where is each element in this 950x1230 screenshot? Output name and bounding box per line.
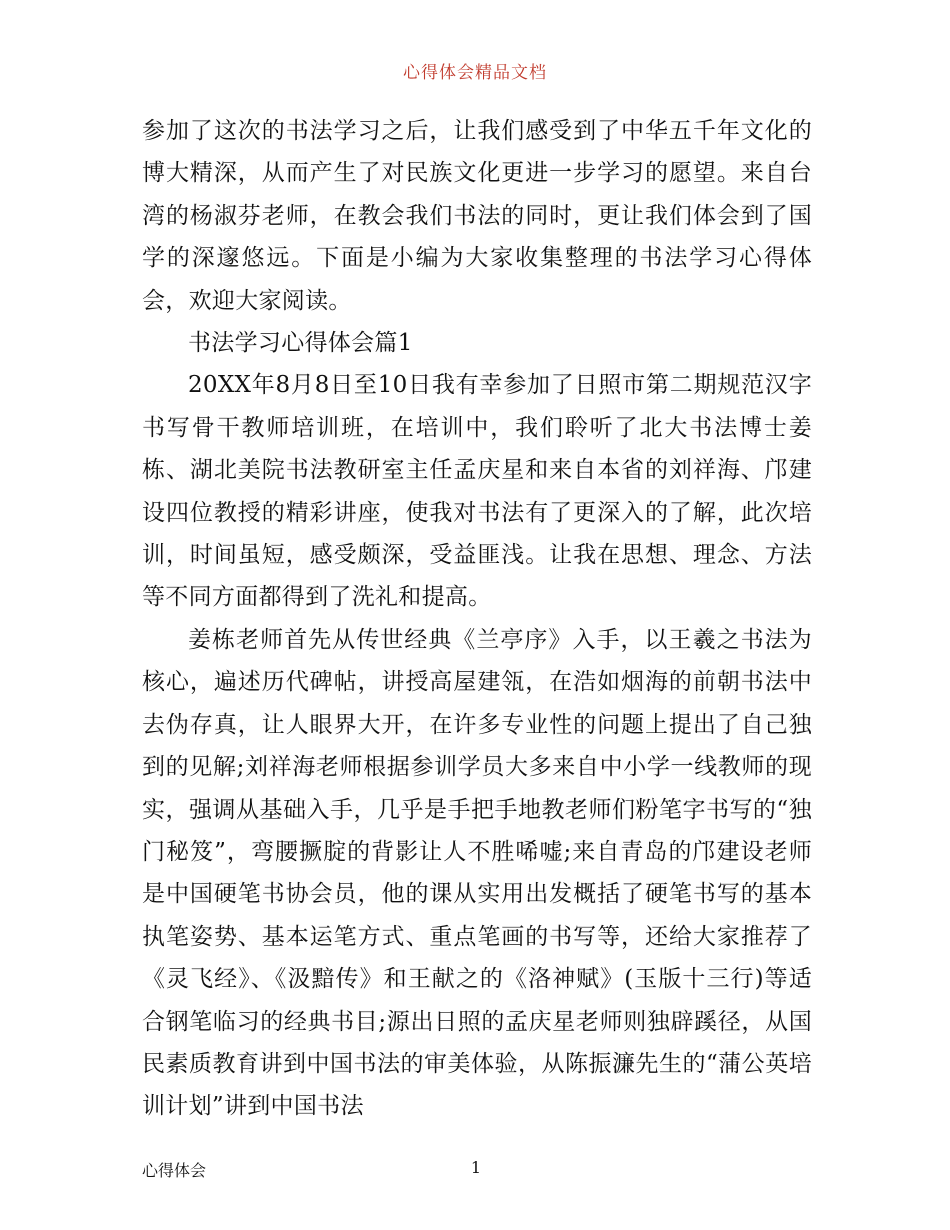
intro-paragraph: 参加了这次的书法学习之后，让我们感受到了中华五千年文化的博大精深，从而产生了对民族文化更进一步学习的愿望。来自台湾的杨淑芬老师，在教会我们书法的同时，更让我们体会到了国学的深邃悠远。下面是小编为大家收集整理的书法学习心得体会，欢迎大家阅读。 [142,118,812,314]
body-paragraph-1: 20XX年8月8日至10日我有幸参加了日照市第二期规范汉字书写骨干教师培训班，在培训中，我们聆听了北大书法博士姜栋、湖北美院书法教研室主任孟庆星和来自本省的刘祥海、邝建设四位教授的精彩讲座，使我对书法有了更深入的了解，此次培训，时间虽短，感受颇深，受益匪浅。让我在思想、理念、方法等不同方面都得到了洗礼和提高。 [142,372,812,611]
body-paragraph-2: 姜栋老师首先从传世经典《兰亭序》入手，以王羲之书法为核心，遍述历代碑帖，讲授高屋建瓴，在浩如烟海的前朝书法中去伪存真，让人眼界大开，在许多专业性的问题上提出了自己独到的见解;刘祥海老师根据参训学员大多来自中小学一线教师的现实，强调从基础入手，几乎是手把手地教老师们粉笔字书写的“独门秘笈”，弯腰撅腚的背影让人不胜唏嘘;来自青岛的邝建设老师是中国硬笔书协会员，他的课从实用出发概括了硬笔书写的基本执笔姿势、基本运笔方式、重点笔画的书写等，还给大家推荐了《灵飞经》、《汲黯传》和王献之的《洛神赋》(玉版十三行)等适合钢笔临习的经典书目;源出日照的孟庆星老师则独辟蹊径，从国民素质教育讲到中国书法的审美体验，从陈振濂先生的“蒲公英培训计划”讲到中国书法 [142,626,812,1120]
footer-label: 心得体会 [142,1161,207,1180]
page-number: 1 [470,1158,482,1177]
document-body [142,110,812,1128]
section-heading: 书法学习心得体会篇1 [188,330,413,357]
page-header-title: 心得体会精品文档 [403,63,547,83]
